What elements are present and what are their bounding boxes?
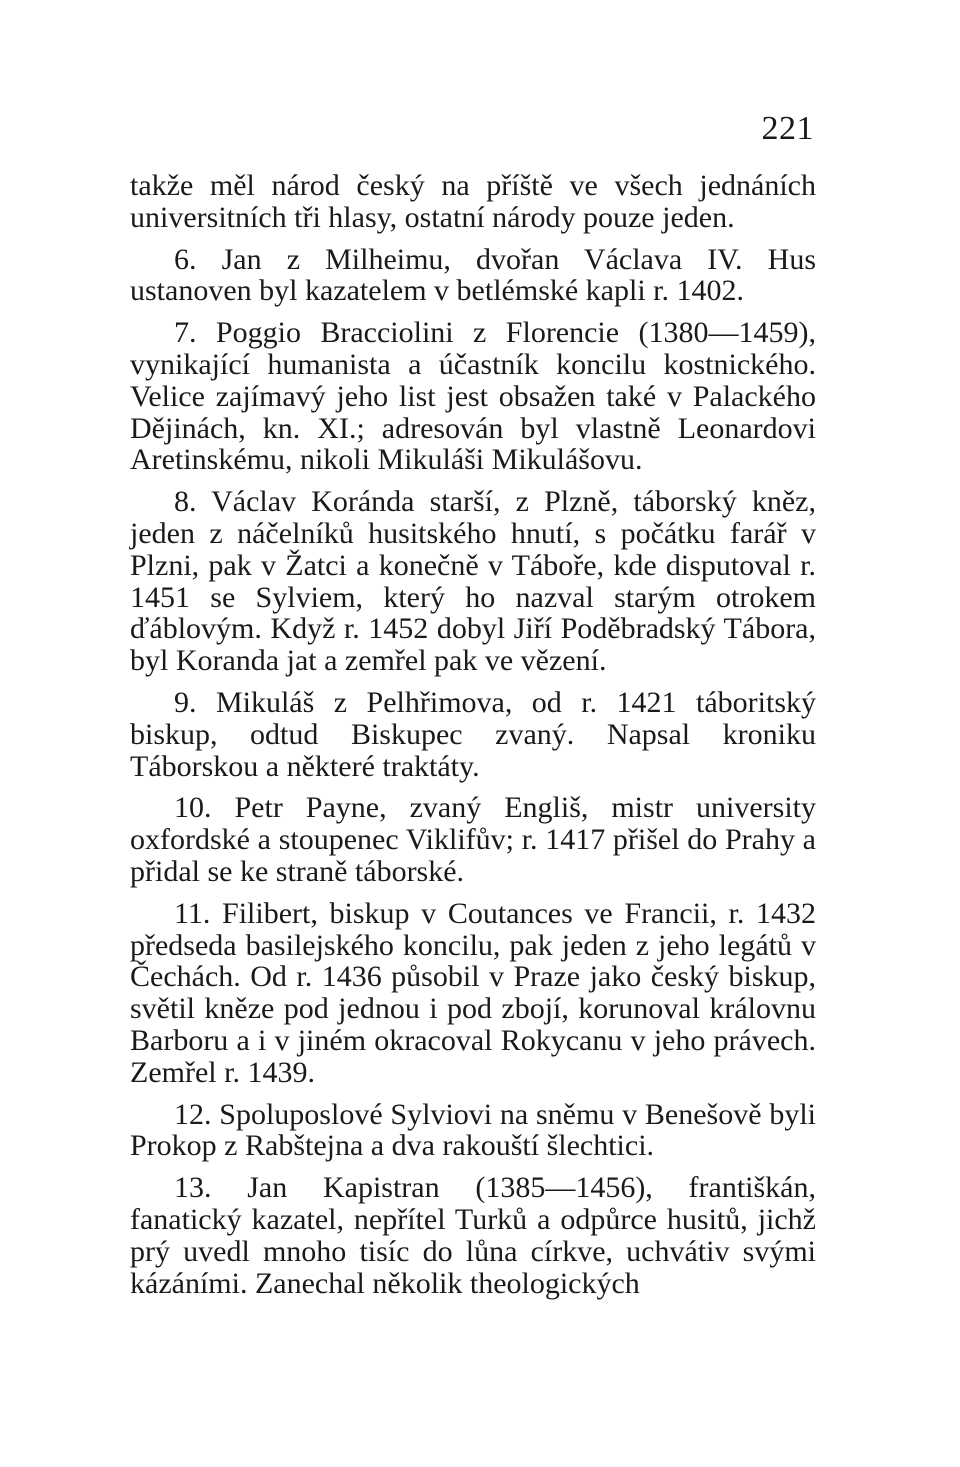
note-11: 11. Filibert, biskup v Coutances ve Francii, r. 1432 předseda basilejského koncilu, pak jeden z jeho legátů v Čechách. Od r. 1436 působil v Praze jako český biskup, světil kněze pod jednou i pod zbojí, korunoval královnu Barboru a i v jiném okracoval Rokycanu v jeho právech. Zemřel r. 1439. [130, 896, 816, 1089]
note-7: 7. Poggio Bracciolini z Florencie (1380—1459), vynikající humanista a účastník koncilu kostnického. Velice zajímavý jeho list jest obsažen také v Palackého Dějinách, kn. XI.; adresován byl vlastně Leonardovi Aretinskému, nikoli Mikuláši Mikulášovu. [130, 316, 816, 477]
note-12: 12. Spoluposlové Sylviovi na sněmu v Benešově byli Prokop z Rabštejna a dva rakouští šlechtici. [130, 1097, 816, 1163]
note-9: 9. Mikuláš z Pelhřimova, od r. 1421 táboritský biskup, odtud Biskupec zvaný. Napsal kroniku Táborskou a některé traktáty. [130, 685, 816, 783]
note-8: 8. Václav Koránda starší, z Plzně, táborský kněz, jeden z náčelníků husitského hnutí, s počátku farář v Plzni, pak v Žatci a konečně v Táboře, kde disputoval r. 1451 se Sylviem, který ho nazval starým otrokem ďáblovým. Když r. 1452 dobyl Jiří Poděbradský Tábora, byl Koranda jat a zemřel pak ve vězení. [130, 485, 816, 678]
page-number: 221 [761, 110, 814, 147]
paragraph-continuation: takže měl národ český na příště ve všech jednáních universitních tři hlasy, ostatní národy pouze jeden. [130, 169, 816, 234]
note-13: 13. Jan Kapistran (1385—1456), františkán, fanatický kazatel, nepřítel Turků a odpůrce husitů, jichž prý uvedl mnoho tisíc do lůna církve, uchvátiv svými kázáními. Zanechal několik theologických [130, 1171, 816, 1300]
note-10: 10. Petr Payne, zvaný Engliš, mistr university oxfordské a stoupenec Viklifův; r. 1417 přišel do Prahy a přidal se ke straně táborské. [130, 791, 816, 888]
notes-text [130, 170, 816, 1309]
note-6: 6. Jan z Milheimu, dvořan Václava IV. Hus ustanoven byl kazatelem v betlémské kapli r. 1402. [130, 242, 816, 308]
